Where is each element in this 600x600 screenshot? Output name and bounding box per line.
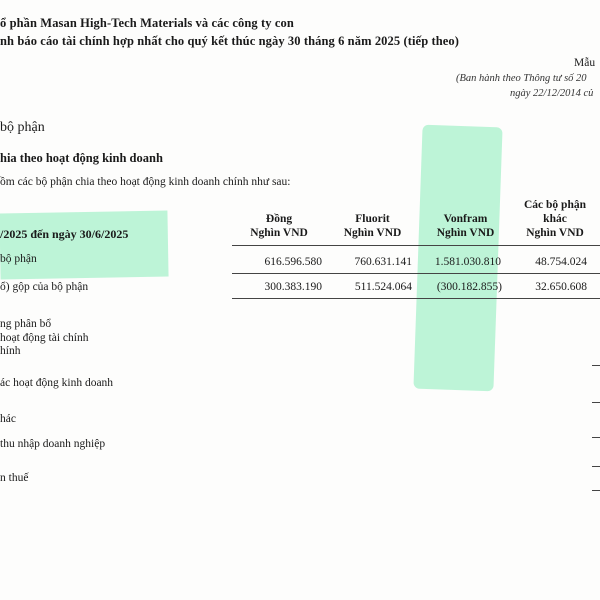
row-label-income-tax: thu nhập doanh nghiệp [0, 438, 106, 450]
circular-reference: (Ban hành theo Thông tư số 20 [456, 73, 587, 84]
row-rule [232, 273, 600, 274]
column-name: Các bộ phận [524, 199, 586, 211]
column-name: Đồng [265, 213, 293, 225]
row-label-other-business: ác hoạt động kinh doanh [0, 377, 114, 389]
company-name: ổ phần Masan High-Tech Materials và các công ty con [0, 16, 294, 30]
edge-rule [592, 365, 600, 366]
column-header-fluorit [325, 212, 420, 240]
column-name: Vonfram [443, 213, 488, 225]
circular-date: ngày 22/12/2014 củ [510, 88, 594, 99]
cell-vonfram-gross: (300.182.855) [436, 281, 502, 293]
column-header-dong [234, 212, 324, 240]
column-name-cont: khác [543, 213, 567, 225]
row-label-unallocated: ng phân bổ [0, 318, 52, 330]
column-unit: Nghìn VND [436, 227, 495, 239]
column-header-vonfram [418, 212, 513, 240]
section-subtitle: hia theo hoạt động kinh doanh [0, 151, 163, 165]
header-rule [232, 245, 600, 246]
column-unit: Nghìn VND [250, 227, 308, 239]
period-label: /2025 đến ngày 30/6/2025 [0, 227, 129, 241]
row-label-financial-activities: hoạt động tài chính [0, 332, 89, 344]
row-label-gross-profit: ổ) gộp của bộ phận [0, 281, 89, 293]
edge-rule [592, 466, 600, 467]
column-name: Fluorit [355, 213, 390, 225]
edge-rule [592, 437, 600, 438]
section-title: bộ phận [0, 120, 45, 135]
form-number: Mẫu [574, 57, 596, 69]
section-intro: ồm các bộ phận chia theo hoạt động kinh doanh chính như sau: [0, 176, 291, 188]
cell-dong-revenue: 616.596.580 [264, 256, 322, 268]
column-header-other [510, 198, 600, 240]
cell-other-gross: 32.650.608 [535, 281, 587, 293]
row-label-after-tax: n thuế [0, 472, 29, 484]
cell-vonfram-revenue: 1.581.030.810 [434, 256, 501, 268]
column-unit: Nghìn VND [343, 227, 402, 239]
cell-fluorit-gross: 511.524.064 [354, 281, 412, 293]
cell-dong-gross: 300.383.190 [264, 281, 322, 293]
cell-fluorit-revenue: 760.631.141 [354, 256, 412, 268]
report-title: nh báo cáo tài chính hợp nhất cho quý kết thúc ngày 30 tháng 6 năm 2025 (tiếp theo) [0, 34, 460, 48]
edge-rule [592, 490, 600, 491]
row-label-segment-revenue: bộ phận [0, 253, 37, 265]
row-label-financial: hính [0, 345, 21, 357]
highlight-mark-period [0, 211, 169, 280]
row-label-other: hác [0, 413, 16, 425]
cell-other-revenue: 48.754.024 [535, 256, 587, 268]
row-rule [232, 298, 600, 299]
column-unit: Nghìn VND [526, 227, 584, 239]
edge-rule [592, 402, 600, 403]
